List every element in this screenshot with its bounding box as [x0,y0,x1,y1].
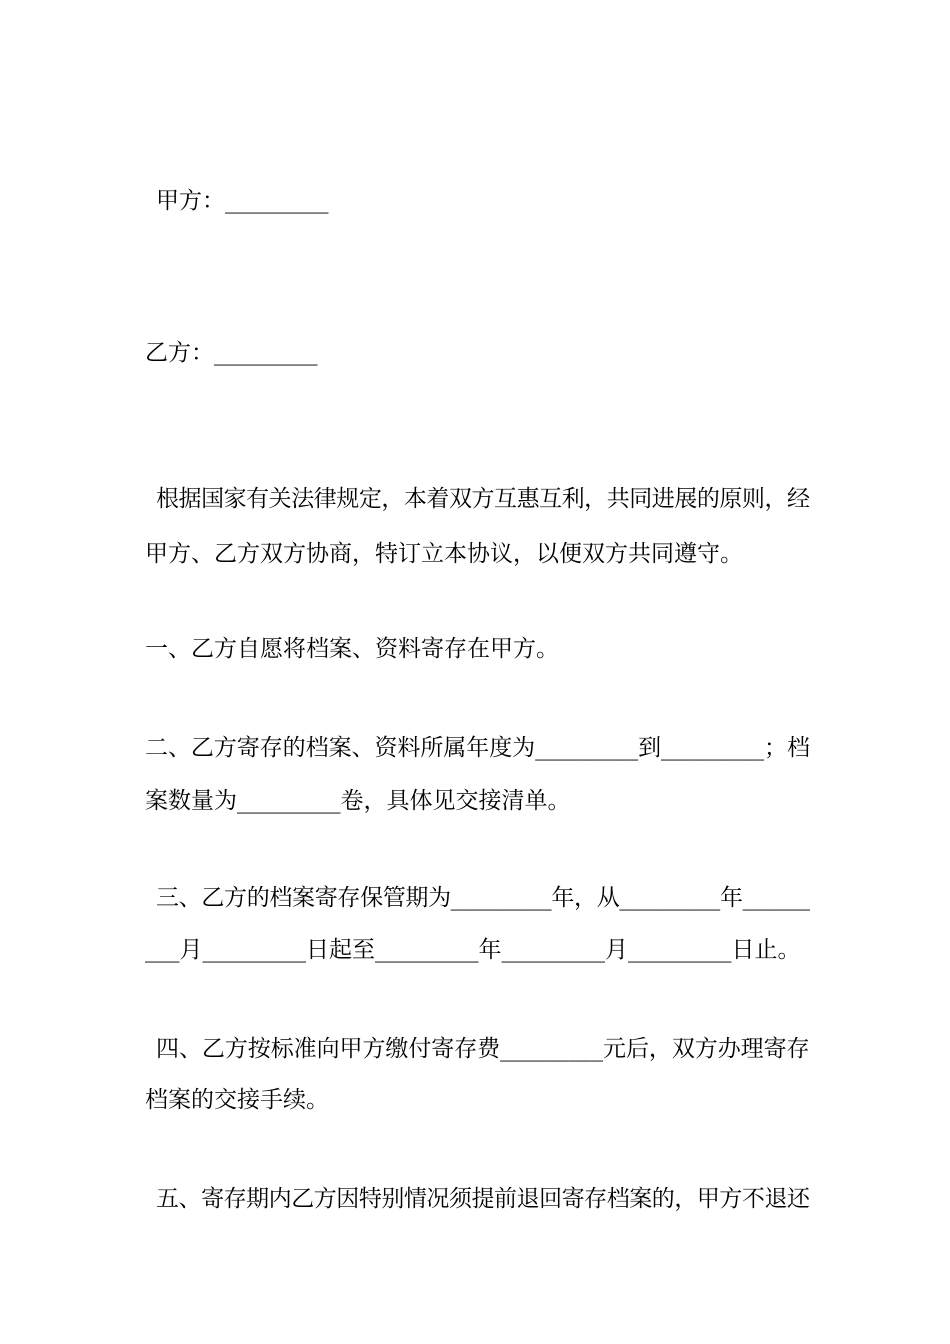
preamble-line-2: 甲方、乙方双方协商，特订立本协议，以便双方共同遵守。 [145,541,743,567]
clause-4-line-2: 档案的交接手续。 [145,1087,329,1113]
party-a-line: 甲方：_________ [156,188,329,214]
clause-2-line-1: 二、乙方寄存的档案、资料所属年度为_________到_________；档 [145,735,810,761]
clause-3-line-2: ___月_________日起至_________年_________月_________日止。 [145,937,801,963]
clause-2-line-2: 案数量为_________卷，具体见交接清单。 [145,788,571,814]
clause-5-line-1: 五、寄存期内乙方因特别情况须提前退回寄存档案的，甲方不退还 [156,1186,810,1212]
clause-1-line-1: 一、乙方自愿将档案、资料寄存在甲方。 [145,636,559,662]
preamble-line-1: 根据国家有关法律规定，本着双方互惠互利，共同进展的原则，经 [156,486,810,512]
clause-3-line-1: 三、乙方的档案寄存保管期为_________年，从_________年______ [156,885,810,911]
party-b-line: 乙方：_________ [145,340,318,366]
clause-4-line-1: 四、乙方按标准向甲方缴付寄存费_________元后，双方办理寄存 [156,1036,810,1062]
